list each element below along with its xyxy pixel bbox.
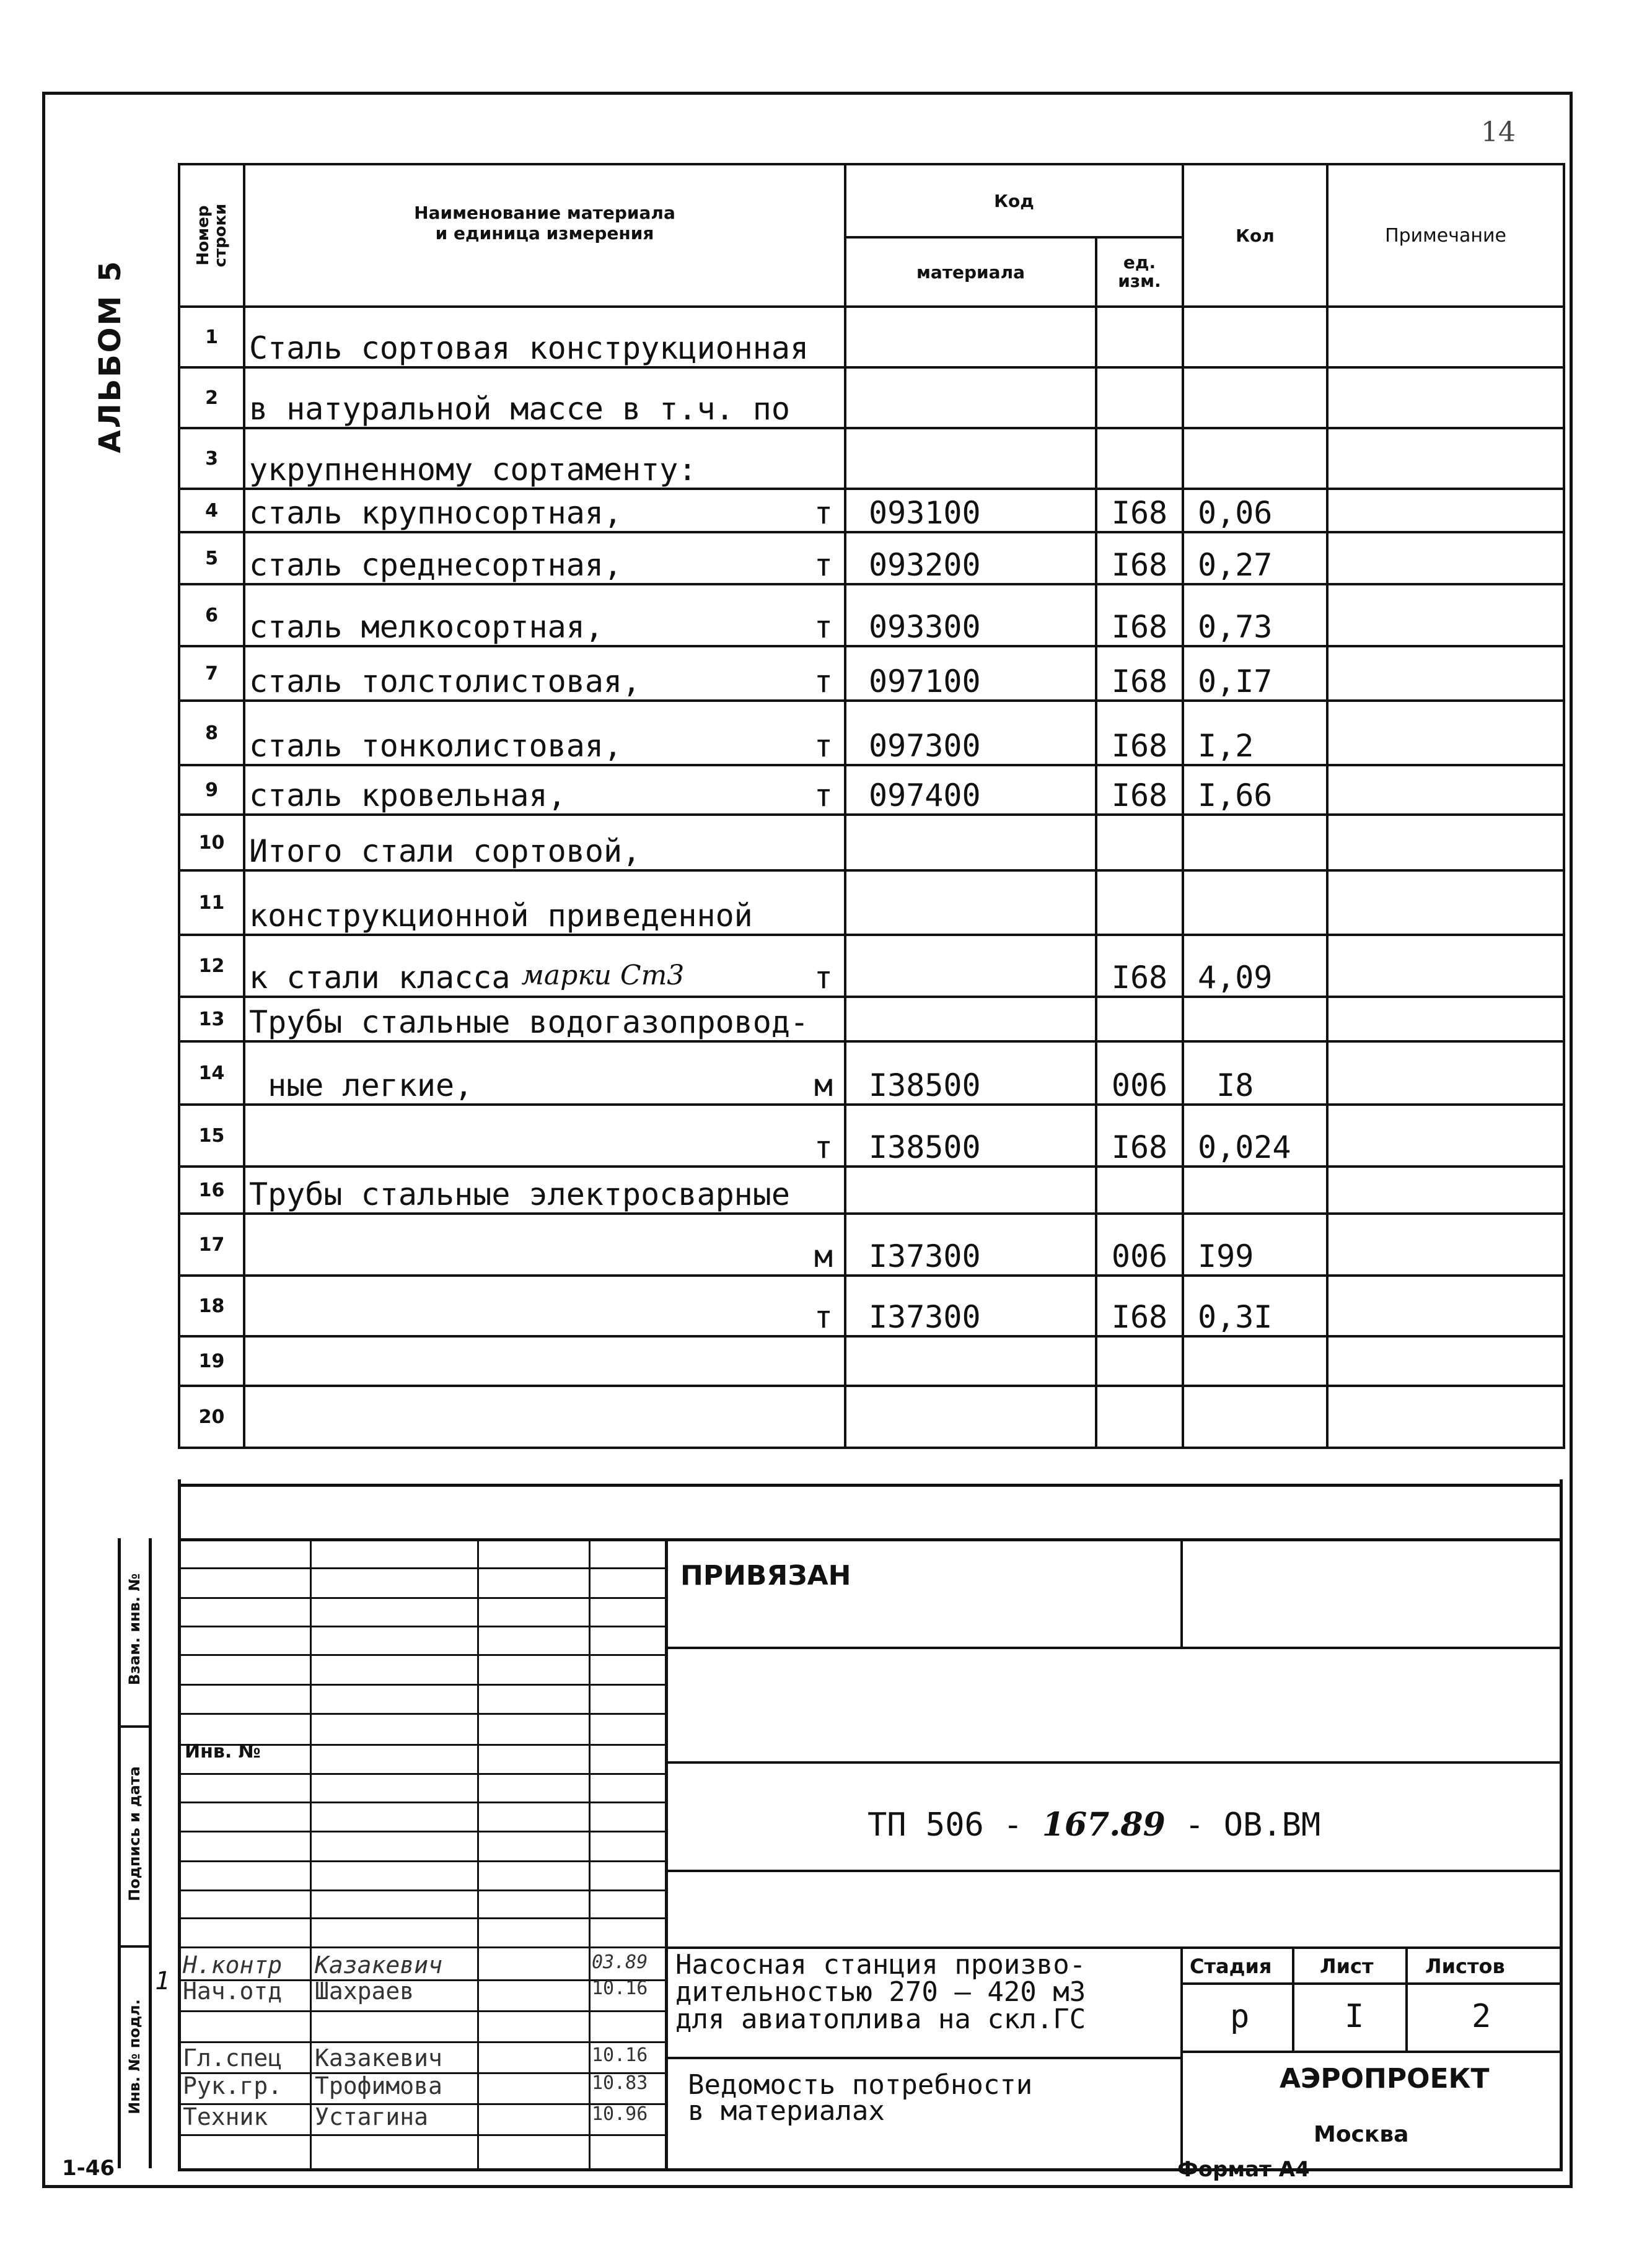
signature-date: 10.96 (592, 2103, 648, 2125)
unit-letter: м (814, 1067, 833, 1103)
unit-code: 006 (1096, 1214, 1183, 1276)
material-name: Трубы стальные водогазопровод- (244, 997, 845, 1041)
grid-row-line (178, 1831, 665, 1832)
signature-role: Нач.отд (183, 1977, 283, 2005)
tb-h3 (665, 1870, 1563, 1872)
row-number: 1 (179, 307, 244, 367)
header-name: Наименование материала и единица измерения (244, 164, 845, 307)
stage-value: р (1230, 1998, 1250, 2035)
header-note: Примечание (1327, 164, 1564, 307)
table-row (179, 489, 1564, 532)
table-row (179, 307, 1564, 367)
material-name (244, 1386, 845, 1448)
grid-row-line (178, 1597, 665, 1599)
grid-row-line (178, 2041, 665, 2043)
header-code-material: материала (845, 237, 1096, 307)
unit-letter: м (814, 1238, 833, 1274)
note (1327, 489, 1564, 532)
row-number: 14 (179, 1041, 244, 1105)
signature-name: Устагина (315, 2103, 429, 2130)
quantity (1183, 997, 1327, 1041)
unit-code: I68 (1096, 935, 1183, 997)
row-number: 9 (179, 765, 244, 815)
material-name: Сталь сортовая конструкционная (244, 307, 845, 367)
grid-row-line (178, 1773, 665, 1775)
material-name: сталь мелкосортная, т (244, 584, 845, 646)
row-number: 11 (179, 870, 244, 935)
row-number: 12 (179, 935, 244, 997)
note (1327, 1276, 1564, 1336)
format-label: Формат А4 (1177, 2157, 1310, 2182)
signature-name: Шахраев (315, 1977, 415, 2005)
unit-letter: т (814, 960, 833, 996)
material-code (845, 1336, 1096, 1386)
material-name: Трубы стальные электросварные (244, 1167, 845, 1214)
unit-letter: т (814, 495, 833, 531)
table-row (179, 532, 1564, 584)
material-code: 097400 (845, 765, 1096, 815)
quantity (1183, 870, 1327, 935)
grid-row-line (178, 1917, 665, 1919)
row-number: 3 (179, 428, 244, 489)
material-name: сталь кровельная, т (244, 765, 845, 815)
table-row (179, 1041, 1564, 1105)
signature-role: Техник (183, 2103, 268, 2130)
grid-row-line (178, 1626, 665, 1627)
note (1327, 307, 1564, 367)
quantity: I,2 (1183, 701, 1327, 765)
row-number: 20 (179, 1386, 244, 1448)
signature-name: Казакевич (315, 1951, 442, 1979)
city: Москва (1314, 2122, 1409, 2147)
material-code (845, 1386, 1096, 1448)
materials-table (178, 163, 1565, 1449)
tb-bottom (178, 2168, 1563, 2171)
note (1327, 1214, 1564, 1276)
unit-letter: т (814, 1129, 833, 1165)
unit-code (1096, 815, 1183, 870)
unit-code: I68 (1096, 1105, 1183, 1167)
signature-date: 10.16 (592, 1977, 648, 1999)
unit-code (1096, 870, 1183, 935)
unit-letter: т (814, 1299, 833, 1335)
material-code (845, 1167, 1096, 1214)
material-code (845, 367, 1096, 428)
unit-code (1096, 428, 1183, 489)
note (1327, 1336, 1564, 1386)
table-row (179, 815, 1564, 870)
grid-row-line (178, 1654, 665, 1656)
unit-code (1096, 1386, 1183, 1448)
quantity (1183, 1386, 1327, 1448)
table-row (179, 935, 1564, 997)
binding-strip-line-2 (149, 1538, 152, 2168)
row-number: 19 (179, 1336, 244, 1386)
table-row (179, 870, 1564, 935)
sheet-value: I (1345, 1998, 1364, 2035)
unit-code: I68 (1096, 489, 1183, 532)
material-code: 097300 (845, 701, 1096, 765)
row-number: 13 (179, 997, 244, 1041)
unit-code (1096, 1167, 1183, 1214)
grid-row-line (178, 1713, 665, 1715)
material-name: сталь тонколистовая, т (244, 701, 845, 765)
quantity (1183, 428, 1327, 489)
unit-letter: т (814, 609, 833, 645)
unit-code: I68 (1096, 532, 1183, 584)
table-row (179, 1105, 1564, 1167)
note (1327, 646, 1564, 701)
signature-date: 03.89 (592, 1951, 648, 1973)
material-name (244, 1214, 845, 1276)
material-name: сталь крупносортная, т (244, 489, 845, 532)
table-row (179, 428, 1564, 489)
unit-code: I68 (1096, 646, 1183, 701)
strip-sep-2 (118, 1945, 152, 1948)
binding-strip-line (118, 1538, 121, 2168)
header-code-unit: ед. изм. (1096, 237, 1183, 307)
title-block-left-line (178, 1479, 181, 2168)
row-number: 10 (179, 815, 244, 870)
table-row (179, 701, 1564, 765)
material-name: в натуральной массе в т.ч. по (244, 367, 845, 428)
material-code: I37300 (845, 1214, 1096, 1276)
material-code (845, 935, 1096, 997)
signature-name: Трофимова (315, 2072, 442, 2099)
title-block-right-line (1560, 1479, 1563, 2168)
row-number: 18 (179, 1276, 244, 1336)
quantity: 0,3I (1183, 1276, 1327, 1336)
quantity: 0,27 (1183, 532, 1327, 584)
tb-h2 (665, 1761, 1563, 1764)
grid-row-line (178, 1946, 665, 1948)
material-name (244, 1276, 845, 1336)
table-row (179, 1167, 1564, 1214)
grid-row-line (178, 2010, 665, 2012)
signature-name: Казакевич (315, 2044, 442, 2072)
unit-letter: т (814, 663, 833, 699)
unit-code: I68 (1096, 1276, 1183, 1336)
row-number: 15 (179, 1105, 244, 1167)
table-row (179, 367, 1564, 428)
note (1327, 765, 1564, 815)
quantity: 0,024 (1183, 1105, 1327, 1167)
table-row (179, 765, 1564, 815)
row-number: 6 (179, 584, 244, 646)
quantity (1183, 815, 1327, 870)
row-number: 7 (179, 646, 244, 701)
document-code: ТП 506 - 167.89 - ОВ.ВМ (867, 1806, 1321, 1844)
tb-h1 (665, 1647, 1563, 1649)
tb-v-sheets (1405, 1946, 1408, 2051)
material-code: 093100 (845, 489, 1096, 532)
unit-letter: т (814, 777, 833, 813)
signature-date: 10.83 (592, 2072, 648, 2094)
quantity: 0,73 (1183, 584, 1327, 646)
handwritten-grade: марки Ст3 (521, 960, 685, 991)
grid-row-line (178, 1860, 665, 1862)
row-number: 2 (179, 367, 244, 428)
material-code (845, 870, 1096, 935)
note (1327, 1167, 1564, 1214)
table-row (179, 1214, 1564, 1276)
separator-line (178, 1484, 1563, 1487)
signature-role: Гл.спец (183, 2044, 283, 2072)
table-row (179, 1336, 1564, 1386)
note (1327, 1105, 1564, 1167)
row-number: 5 (179, 532, 244, 584)
unit-letter: т (814, 728, 833, 764)
sheet-title: Ведомость потребности в материалах (688, 2069, 1033, 2127)
unit-code: I68 (1096, 701, 1183, 765)
unit-code (1096, 367, 1183, 428)
sheets-value: 2 (1472, 1998, 1491, 2035)
row-number: 17 (179, 1214, 244, 1276)
signature-role: Н.контр (183, 1951, 283, 1979)
tb-v-privyazan (1180, 1538, 1183, 1647)
table-row (179, 646, 1564, 701)
title-block-top-line (178, 1538, 1563, 1541)
tb-h-stage (1180, 1982, 1563, 1985)
row-number: 8 (179, 701, 244, 765)
sheet-number: 14 (1481, 116, 1516, 148)
page-code: 1-46 (62, 2156, 115, 2181)
grid-row-line (178, 1567, 665, 1569)
header-code: Код (845, 164, 1183, 237)
strip-sep-1 (118, 1725, 152, 1728)
stage-label: Стадия (1190, 1955, 1272, 1978)
tb-v-stage (1180, 1946, 1183, 2168)
grid-row-line (178, 1889, 665, 1891)
unit-code: I68 (1096, 584, 1183, 646)
tb-h-org (1180, 2051, 1563, 2053)
tb-v-sheet (1292, 1946, 1294, 2051)
quantity (1183, 1336, 1327, 1386)
note (1327, 701, 1564, 765)
material-name: укрупненному сортаменту: (244, 428, 845, 489)
note (1327, 1041, 1564, 1105)
material-code: I37300 (845, 1276, 1096, 1336)
inv-label: Инв. № (185, 1741, 261, 1762)
unit-code: I68 (1096, 765, 1183, 815)
note (1327, 584, 1564, 646)
material-name: Итого стали сортовой, (244, 815, 845, 870)
quantity: I8 (1183, 1041, 1327, 1105)
table-row (179, 1276, 1564, 1336)
note (1327, 815, 1564, 870)
note (1327, 367, 1564, 428)
note (1327, 532, 1564, 584)
row-number: 4 (179, 489, 244, 532)
unit-code (1096, 997, 1183, 1041)
quantity (1183, 367, 1327, 428)
header-quantity: Кол (1183, 164, 1327, 307)
material-code (845, 997, 1096, 1041)
row-number: 16 (179, 1167, 244, 1214)
project-title: Насосная станция произво- дительностью 270 — 420 м3 для авиатоплива на скл.ГС (675, 1949, 1086, 2035)
change-number: 1 (155, 1967, 170, 1995)
unit-code (1096, 1336, 1183, 1386)
material-name: сталь среднесортная, т (244, 532, 845, 584)
note (1327, 870, 1564, 935)
material-name: конструкционной приведенной (244, 870, 845, 935)
quantity: 4,09 (1183, 935, 1327, 997)
note (1327, 1386, 1564, 1448)
quantity: I99 (1183, 1214, 1327, 1276)
sheets-label: Листов (1425, 1955, 1505, 1978)
material-name: сталь толстолистовая, т (244, 646, 845, 701)
material-code: 097100 (845, 646, 1096, 701)
note (1327, 935, 1564, 997)
note (1327, 997, 1564, 1041)
unit-code (1096, 307, 1183, 367)
privyazan-label: ПРИВЯЗАН (680, 1560, 851, 1592)
sheet-label: Лист (1320, 1955, 1374, 1978)
quantity: 0,I7 (1183, 646, 1327, 701)
header-row-number: Номер строки (179, 164, 244, 307)
quantity (1183, 1167, 1327, 1214)
table-row (179, 1386, 1564, 1448)
grid-row-line (178, 2134, 665, 2136)
quantity: 0,06 (1183, 489, 1327, 532)
table-row (179, 997, 1564, 1041)
signature-role: Рук.гр. (183, 2072, 283, 2099)
table-row (179, 584, 1564, 646)
material-code: 093200 (845, 532, 1096, 584)
grid-row-line (178, 1684, 665, 1686)
material-name (244, 1105, 845, 1167)
material-code: I38500 (845, 1105, 1096, 1167)
unit-letter: т (814, 547, 833, 583)
quantity (1183, 307, 1327, 367)
title-block-divider (665, 1538, 668, 2168)
material-name: к стали класса марки Ст3 т (244, 935, 845, 997)
organization: АЭРОПРОЕКТ (1280, 2063, 1490, 2095)
material-code: 093300 (845, 584, 1096, 646)
unit-code: 006 (1096, 1041, 1183, 1105)
material-code (845, 307, 1096, 367)
note (1327, 428, 1564, 489)
material-name: ные легкие, м (244, 1041, 845, 1105)
material-name (244, 1336, 845, 1386)
material-code (845, 428, 1096, 489)
grid-row-line (178, 1802, 665, 1803)
quantity: I,66 (1183, 765, 1327, 815)
material-code: I38500 (845, 1041, 1096, 1105)
signature-date: 10.16 (592, 2044, 648, 2066)
material-code (845, 815, 1096, 870)
tb-h-title (665, 2057, 1180, 2059)
